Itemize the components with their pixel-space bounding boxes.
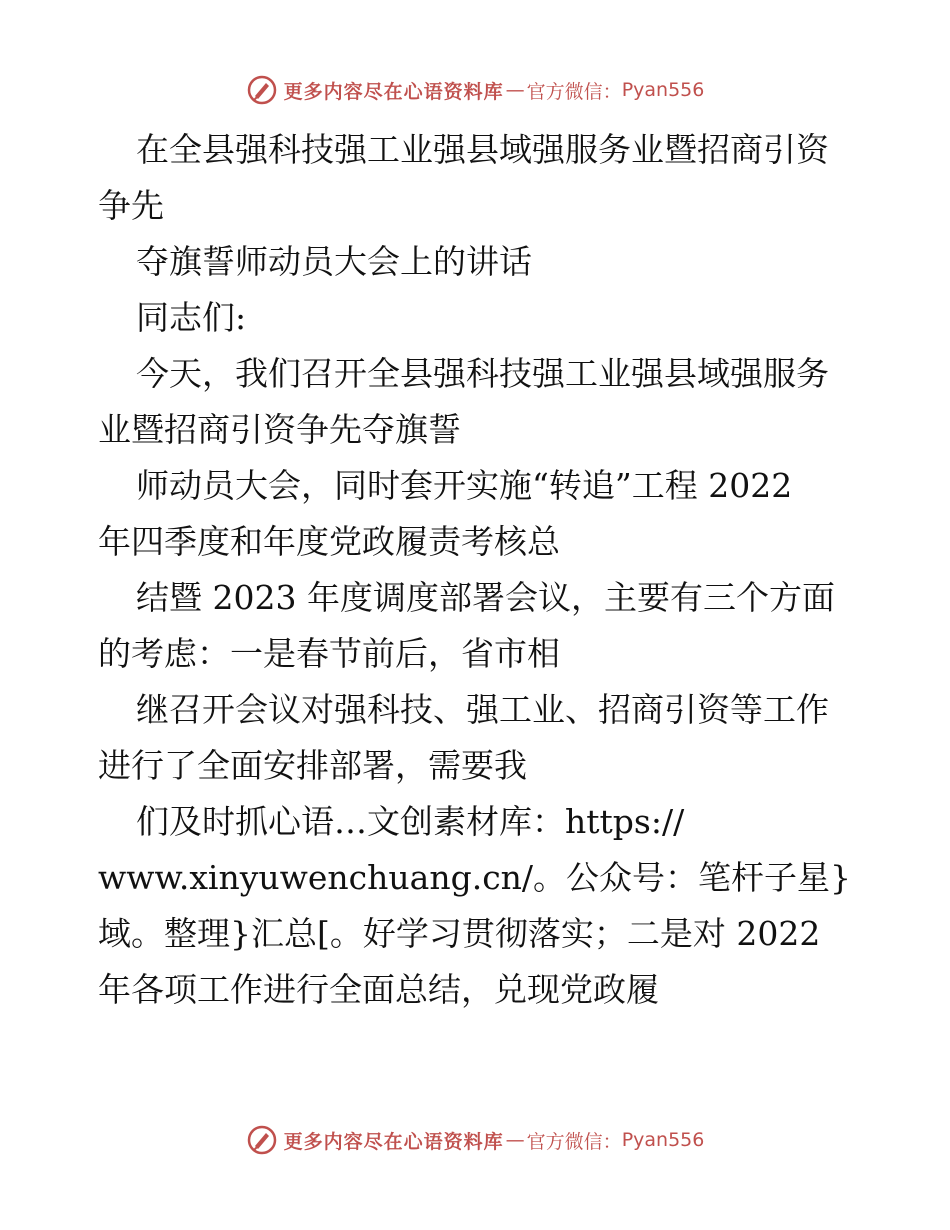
banner-main-text: 更多内容尽在心语资料库	[283, 1130, 504, 1153]
footer-watermark-banner	[0, 1120, 950, 1160]
text-line: www.xinyuwenchuang.cn/。公众号：笔杆子星}	[98, 858, 852, 897]
text-line: 年各项工作进行全面总结，兑现党政履	[98, 970, 659, 1009]
banner-wechat-id: Pyan556	[621, 79, 705, 101]
text-line: 今天，我们召开全县强科技强工业强县域强服务	[136, 354, 829, 393]
text-line: 争先	[98, 186, 164, 225]
text-line: 年四季度和年度党政履责考核总	[98, 522, 560, 561]
text-line: 域。整理}汇总[。好学习贯彻落实；二是对 2022	[98, 914, 821, 953]
banner-dash: —	[505, 79, 525, 101]
text-line: 们及时抓心语…文创素材库：https://	[136, 802, 685, 841]
text-line: 夺旗誓师动员大会上的讲话	[136, 242, 532, 281]
text-line: 结暨 2023 年度调度部署会议，主要有三个方面	[136, 578, 835, 617]
text-line: 师动员大会，同时套开实施“转追”工程 2022	[136, 466, 793, 505]
banner-dash: —	[505, 1129, 525, 1151]
text-line: 同志们:	[136, 298, 247, 337]
banner-wechat-label: 官方微信：	[526, 80, 622, 103]
brand-logo-icon	[246, 74, 278, 106]
banner-wechat-id: Pyan556	[621, 1129, 705, 1151]
header-watermark-banner	[0, 70, 950, 110]
text-line: 进行了全面安排部署，需要我	[98, 746, 527, 785]
banner-wechat-label: 官方微信：	[526, 1130, 622, 1153]
text-line: 的考虑：一是春节前后，省市相	[98, 634, 560, 673]
document-body	[98, 122, 858, 1018]
text-line: 在全县强科技强工业强县域强服务业暨招商引资	[136, 130, 829, 169]
brand-logo-icon	[246, 1124, 278, 1156]
text-line: 继召开会议对强科技、强工业、招商引资等工作	[136, 690, 829, 729]
banner-main-text: 更多内容尽在心语资料库	[283, 80, 504, 103]
text-line: 业暨招商引资争先夺旗誓	[98, 410, 461, 449]
